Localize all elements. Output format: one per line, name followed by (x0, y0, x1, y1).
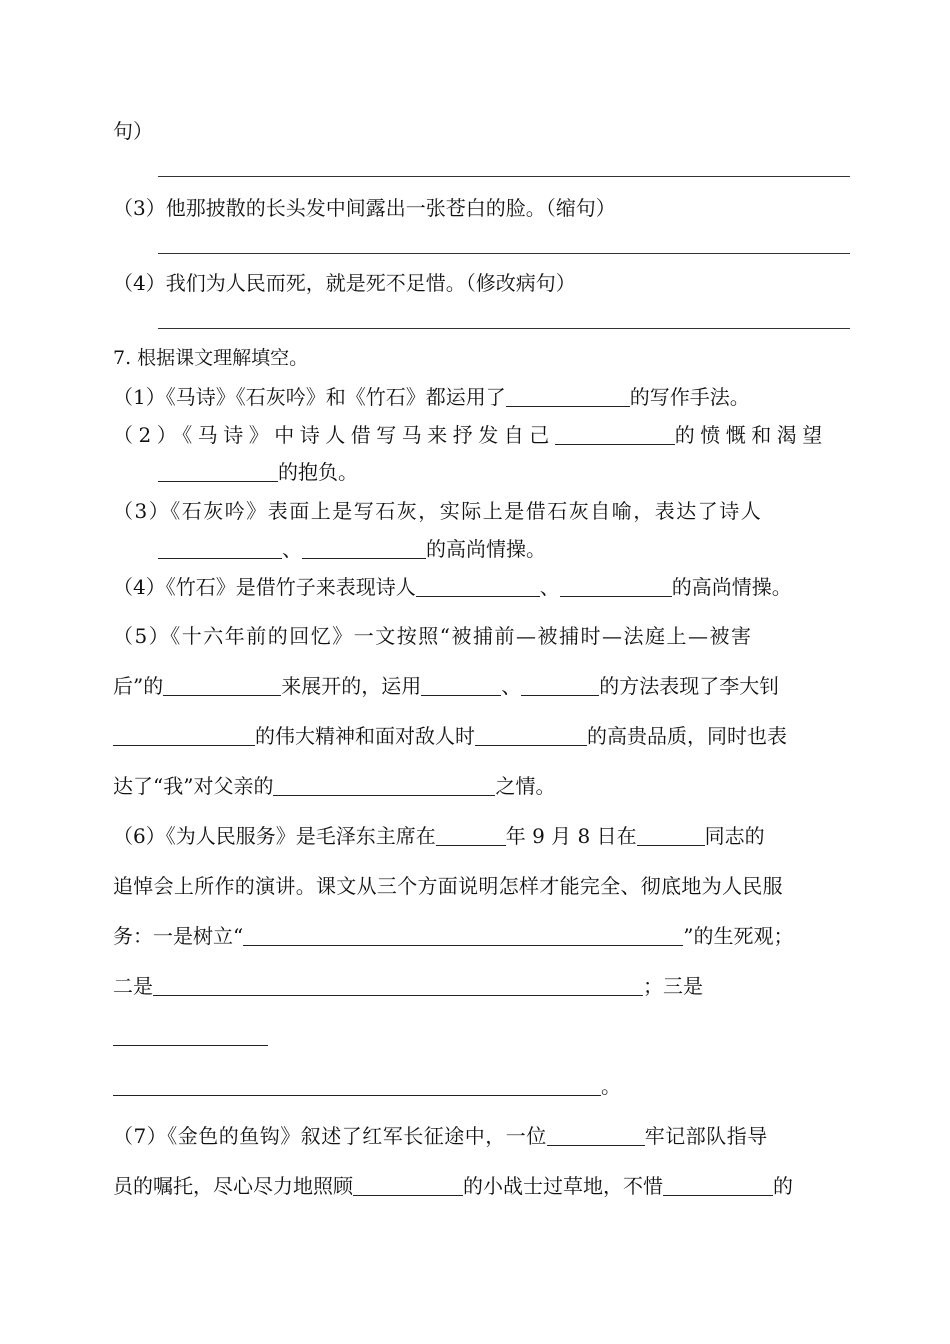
fill-blank[interactable] (663, 1175, 773, 1196)
item-6-line-1 (113, 823, 765, 849)
answer-line[interactable] (158, 328, 850, 329)
fill-blank[interactable] (436, 825, 506, 846)
fill-blank[interactable] (113, 1025, 268, 1046)
fill-blank[interactable] (560, 576, 672, 597)
item-1-text-a: （1）《马诗》《石灰吟》和《竹石》都运用了 (113, 385, 506, 409)
item-5-line-1: （5）《十六年前的回忆》一文按照“被捕前—被捕时—法庭上—被害 (113, 624, 753, 648)
fill-blank[interactable] (302, 538, 426, 559)
item-2 (113, 422, 828, 448)
fill-blank[interactable] (273, 775, 495, 796)
fill-blank[interactable] (555, 424, 675, 445)
item-6-text: 年 9 月 8 日在 (505, 824, 637, 848)
item-3: （3）《石灰吟》表面上是写石灰，实际上是借石灰自喻，表达了诗人 (113, 499, 763, 523)
item-5-line-2 (113, 673, 779, 699)
item-5-text: 的方法表现了李大钊 (599, 674, 780, 698)
item-5-text: 达了“我”对父亲的 (113, 774, 274, 798)
item-5-line-4 (113, 773, 555, 799)
item-4-text-b: 的高尚情操。 (671, 575, 792, 599)
fill-blank[interactable] (113, 1075, 601, 1096)
item-5-text: 之情。 (495, 774, 556, 798)
item-7-line-1 (113, 1123, 768, 1149)
item-7-line-2 (113, 1173, 793, 1199)
item-7-text: 的 (773, 1174, 793, 1198)
item-7-text: 员的嘱托，尽心尽力地照顾 (113, 1174, 353, 1198)
item-6-line-5 (113, 1023, 268, 1049)
item-2-cont (158, 459, 358, 485)
item-1 (113, 384, 750, 410)
item-5-text: 来展开的，运用 (281, 674, 422, 698)
item-5-text: 后”的 (113, 674, 164, 698)
item-6-text: ”的生死观； (683, 924, 794, 948)
item-6-text: 二是 (113, 974, 153, 998)
fill-blank[interactable] (547, 1125, 645, 1146)
question-continuation: 句） (113, 119, 153, 143)
item-5-text: 的伟大精神和面对敌人时 (255, 724, 475, 748)
item-6-text: 同志的 (704, 824, 765, 848)
fill-blank[interactable] (506, 386, 630, 407)
item-5-text: 、 (501, 674, 522, 698)
item-4 (113, 574, 792, 600)
item-2-text-c: 的抱负。 (278, 460, 358, 484)
item-6-line-3 (113, 923, 793, 949)
item-1-text-b: 的写作手法。 (629, 385, 750, 409)
answer-line[interactable] (158, 253, 850, 254)
fill-blank[interactable] (421, 675, 501, 696)
item-6-line-2: 追悼会上所作的演讲。课文从三个方面说明怎样才能完全、彻底地为人民服 (113, 874, 783, 898)
item-3-sep: 、 (282, 537, 302, 561)
fill-blank[interactable] (416, 576, 540, 597)
item-4-sep: 、 (539, 575, 560, 599)
fill-blank[interactable] (521, 675, 599, 696)
item-4-text-a: （4）《竹石》是借竹子来表现诗人 (113, 575, 416, 599)
item-7-text: 的小战士过草地，不惜 (463, 1174, 663, 1198)
fill-blank[interactable] (153, 975, 643, 996)
item-6-text: （6）《为人民服务》是毛泽东主席在 (113, 824, 436, 848)
question-3-text: （3）他那披散的长头发中间露出一张苍白的脸。（缩句） (113, 196, 616, 220)
item-6-text: 务：一是树立“ (113, 924, 244, 948)
fill-blank[interactable] (353, 1175, 463, 1196)
fill-blank[interactable] (113, 725, 255, 746)
fill-blank[interactable] (475, 725, 587, 746)
item-6-text: 。 (601, 1074, 621, 1098)
item-3-cont (158, 536, 546, 562)
section-7-title: 7. 根据课文理解填空。 (113, 347, 309, 369)
item-6-line-4 (113, 973, 703, 999)
fill-blank[interactable] (158, 461, 278, 482)
fill-blank[interactable] (163, 675, 281, 696)
item-3-text-b: 的高尚情操。 (426, 537, 546, 561)
fill-blank[interactable] (158, 538, 282, 559)
fill-blank[interactable] (637, 825, 705, 846)
item-2-text-a: （2）《马诗》中诗人借写马来抒发自己 (113, 423, 555, 447)
item-5-line-3 (113, 723, 787, 749)
item-7-text: （7）《金色的鱼钩》叙述了红军长征途中，一位 (113, 1124, 547, 1148)
fill-blank[interactable] (243, 925, 683, 946)
item-7-text: 牢记部队指导 (644, 1124, 768, 1148)
item-2-text-b: 的愤慨和渴望 (674, 423, 828, 447)
item-6-text: ；三是 (643, 974, 703, 998)
answer-line[interactable] (158, 176, 850, 177)
question-4-text: （4）我们为人民而死，就是死不足惜。（修改病句） (113, 271, 576, 295)
item-5-text: 的高贵品质，同时也表 (587, 724, 787, 748)
item-6-line-6 (113, 1073, 621, 1099)
